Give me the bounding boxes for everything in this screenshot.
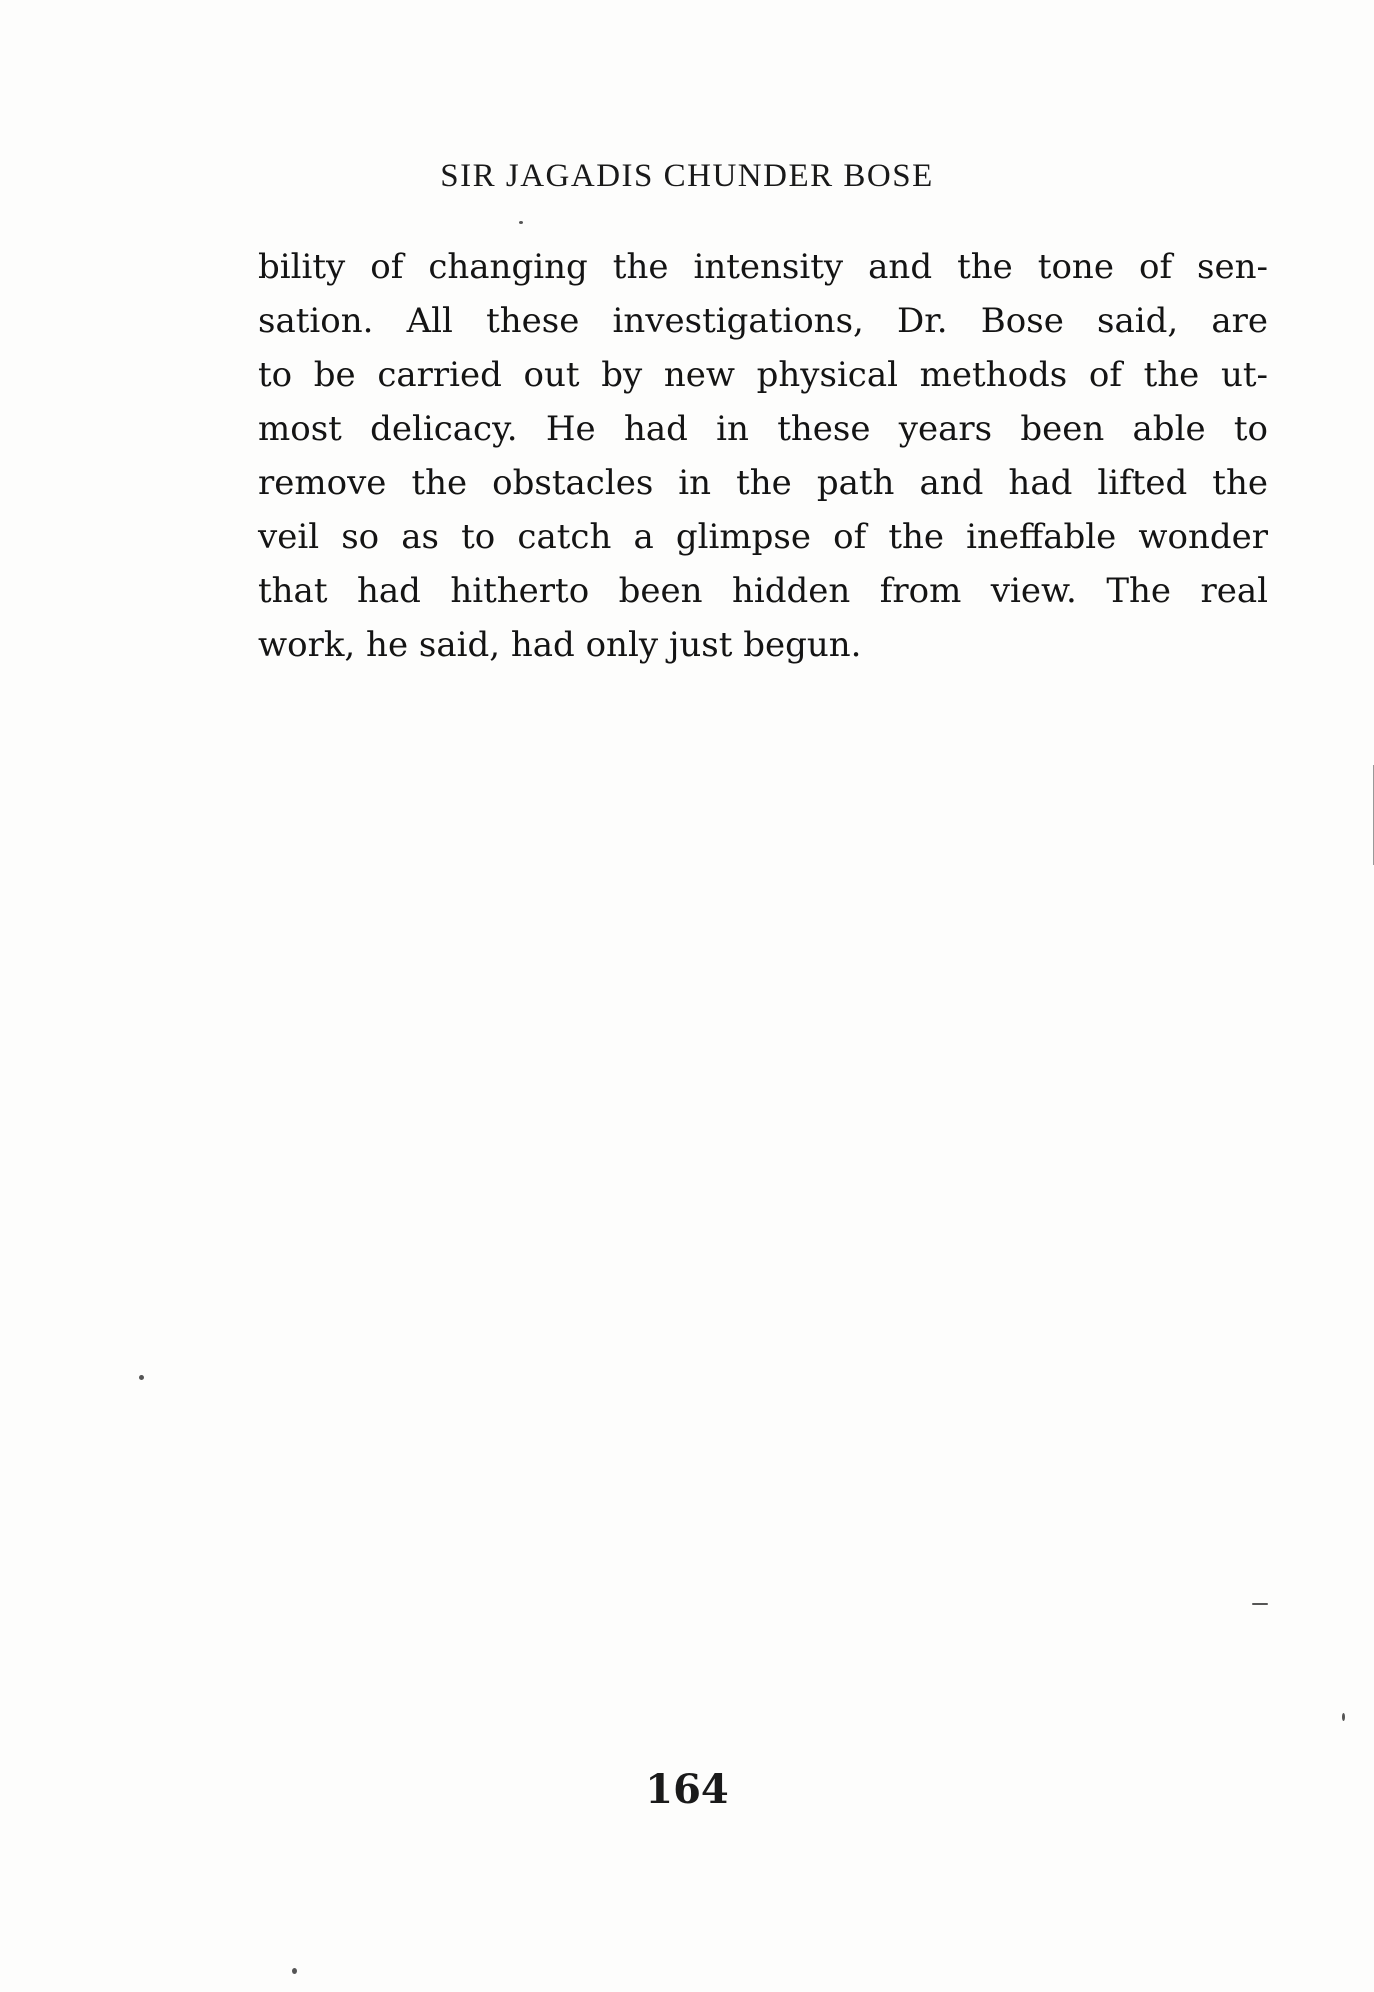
body-paragraph bbox=[258, 240, 1268, 672]
page-number: 164 bbox=[645, 1766, 729, 1813]
text-line: remove the obstacles in the path and had lifted the bbox=[258, 463, 1268, 503]
text-line: bility of changing the intensity and the tone of sen- bbox=[258, 247, 1268, 287]
scan-speck bbox=[139, 1375, 144, 1380]
text-line: work, he said, had only just begun. bbox=[258, 625, 862, 665]
scan-speck bbox=[519, 221, 523, 224]
text-line: sation. All these investigations, Dr. Bose said, are bbox=[258, 301, 1268, 341]
text-line: to be carried out by new physical methods of the ut- bbox=[258, 355, 1268, 395]
text-line: veil so as to catch a glimpse of the ineffable wonder bbox=[258, 517, 1268, 557]
scan-speck bbox=[292, 1968, 297, 1974]
text-line: that had hitherto been hidden from view. The real bbox=[258, 571, 1268, 611]
scan-speck bbox=[1252, 1603, 1268, 1605]
scan-speck bbox=[1342, 1713, 1345, 1721]
text-line: most delicacy. He had in these years been able to bbox=[258, 409, 1268, 449]
running-head: SIR JAGADIS CHUNDER BOSE bbox=[440, 158, 934, 194]
